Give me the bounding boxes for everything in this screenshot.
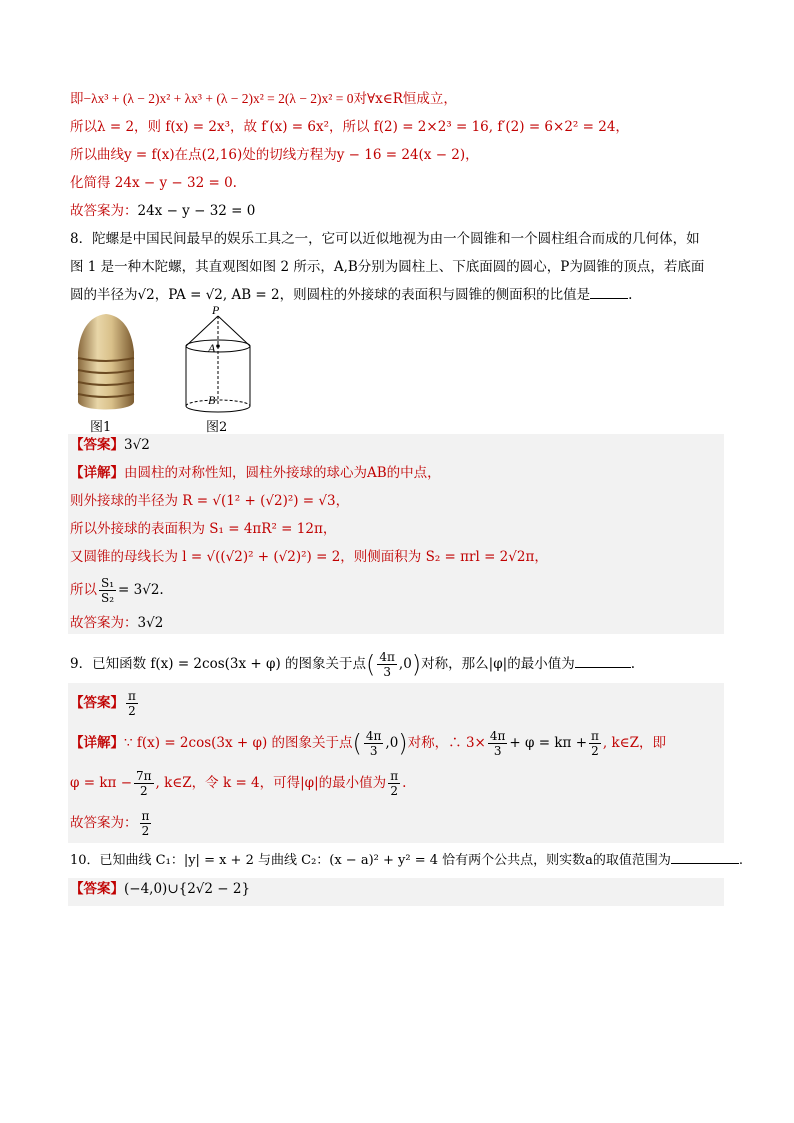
q7-line-1-prefix: 即 [70, 91, 84, 107]
q10-answer-blank [671, 849, 739, 864]
q9-detail-label: 【详解】 [70, 734, 124, 751]
q9-detail-1-d: , k∈Z，即 [602, 734, 667, 751]
q7-line-1 [70, 88, 724, 110]
q9-detail-1: 【详解】∵ f(x) = 2cos(3x + φ) 的图象关于点( $\frac{4\pi}{3}$ ,0)对称，∴ 3× $\frac{4\pi}{3}$ + φ = kπ + $\frac{\pi}{2}$ , k∈Z，即 [70, 728, 667, 758]
q9-answer-denominator: 2 [128, 703, 136, 718]
q9-detail-1-c: + φ = kπ + [509, 734, 588, 751]
q9-point-numerator: 4π [379, 650, 395, 664]
q9-detail-1-a: ∵ f(x) = 2cos(3x + φ) 的图象关于点 [124, 734, 353, 751]
q9-detail-point-numerator: 4π [365, 728, 382, 743]
fig1-caption: 图1 [90, 420, 112, 435]
q10-text: 10．已知曲线 C₁：|y| = x + 2 与曲线 C₂：(x − a)² + y² = 4 恰有两个公共点，则实数a的取值范围为 . [70, 849, 724, 872]
q8-detail-2: 则外接球的半径为 R = √(1² + (√2)²) = √3， [70, 493, 350, 509]
q9-detail-2 [70, 763, 724, 803]
q9-detail-2-min-denominator: 2 [390, 784, 398, 798]
q9-detail-2-numerator: 7π [136, 769, 152, 783]
q8-text-3: 圆的半径为√2，PA = √2, AB = 2，则圆柱的外接球的表面积与圆锥的侧面积的比值是 . [70, 284, 724, 306]
q9-answer-numerator: π [128, 688, 136, 703]
q8-final-label: 故答案为： [70, 615, 138, 631]
q10-answer-value: (−4,0)∪{2√2 − 2} [124, 881, 251, 897]
q9-text-prefix: 9．已知函数 f(x) = 2cos(3x + φ) 的图象关于点 [70, 656, 366, 672]
q9-detail-pi-numerator: π [591, 728, 599, 743]
fig2-caption: 图2 [206, 420, 228, 435]
q9-final-label: 故答案为： [70, 815, 138, 831]
q8-answer-value: 3√2 [124, 437, 150, 453]
q9-detail-2-a: φ = kπ − [70, 775, 133, 791]
page-content [70, 88, 744, 906]
q9-text-suffix: 对称，那么|φ|的最小值为 [421, 656, 575, 672]
q8-figures [70, 306, 724, 434]
wooden-top-photo [74, 312, 138, 416]
q8-detail-5-suffix: = 3√2. [118, 582, 164, 598]
q9-final [70, 803, 724, 843]
q8-answer [70, 434, 724, 456]
q8-detail-3: 所以外接球的表面积为 S₁ = 4πR² = 12π， [70, 521, 337, 537]
q9-point-denominator: 3 [383, 665, 391, 679]
q7-final-label: 故答案为： [70, 203, 138, 219]
q8-text-2: 图 1 是一种木陀螺，其直观图如图 2 所示，A,B分别为圆柱上、下底面圆的圆心，P为圆锥的顶点，若底面 [70, 259, 705, 275]
q9-final-numerator: π [141, 809, 150, 823]
q8-final [70, 612, 724, 634]
label-a: A [208, 341, 216, 355]
q9-detail-pi-denominator: 2 [591, 743, 599, 758]
q9-point-tail: ,0 [398, 656, 412, 672]
q9-detail-point-denominator: 3 [369, 743, 378, 758]
q9-detail-2-b: , k∈Z，令 k = 4，可得|φ|的最小值为 [155, 775, 387, 791]
q9-detail-1-b: 对称，∴ 3× [407, 734, 486, 751]
q10-answer-block [68, 878, 724, 906]
q7-line-1-equation: −λx³ + (λ − 2)x² + λx³ + (λ − 2)x² = 2(λ − 2)x² = 0 [83, 91, 354, 106]
q9-answer-block [68, 683, 724, 844]
q8-answer-block [68, 434, 724, 634]
q8-detail-4: 又圆锥的母线长为 l = √((√2)² + (√2)²) = 2，则侧面积为 S₂ = πrl = 2√2π， [70, 549, 548, 565]
q10-text-body: 10．已知曲线 C₁：|y| = x + 2 与曲线 C₂：(x − a)² + y² = 4 恰有两个公共点，则实数a的取值范围为 [70, 853, 671, 868]
q8-detail-1-text: 由圆柱的对称性知，圆柱外接球的球心为AB的中点， [124, 465, 441, 481]
q7-final [70, 200, 724, 222]
q8-final-value: 3√2 [137, 615, 164, 631]
q8-detail-5-prefix: 所以 [70, 582, 97, 598]
q7-line-1-suffix: 对∀x∈R恒成立， [353, 91, 457, 107]
q8-ratio-numerator: S₁ [101, 576, 115, 590]
q9-answer-label: 【答案】 [70, 694, 124, 711]
q10-answer-label: 【答案】 [70, 881, 124, 897]
q8-detail-5 [70, 574, 724, 606]
q7-line-4: 化简得 24x − y − 32 = 0. [70, 175, 237, 191]
q7-line-3: 所以曲线y = f(x)在点(2,16)处的切线方程为y − 16 = 24(x − 2)， [70, 147, 479, 163]
cylinder-cone-diagram [182, 306, 254, 418]
q8-detail-label: 【详解】 [70, 465, 124, 481]
q7-line-2: 所以λ = 2，则 f(x) = 2x³，故 f′(x) = 6x²，所以 f(2) = 2×2³ = 16, f′(2) = 6×2² = 24， [70, 119, 629, 135]
q8-ratio-denominator: S₂ [101, 591, 115, 605]
q8-answer-label: 【答案】 [70, 437, 124, 453]
q10-answer [70, 878, 724, 900]
q9-text: 9．已知函数 f(x) = 2cos(3x + φ) 的图象关于点( $\frac{4\pi}{3}$ ,0)对称，那么|φ|的最小值为 . [70, 650, 636, 679]
label-b: B [208, 393, 216, 407]
q9-final-denominator: 2 [141, 824, 150, 838]
label-p: P [212, 306, 220, 317]
q9-detail-mult-denominator: 3 [493, 743, 502, 758]
q9-detail-2-c: . [402, 775, 407, 791]
q9-detail-point-tail: ,0 [385, 734, 399, 751]
q8-detail-1 [70, 462, 724, 484]
q9-answer-blank [575, 653, 631, 668]
q9-detail-2-min-numerator: π [390, 769, 399, 783]
q9-answer [70, 683, 724, 723]
q8-text-1: 8．陀螺是中国民间最早的娱乐工具之一，它可以近似地视为由一个圆锥和一个圆柱组合而成的几何体，如 [70, 231, 700, 247]
q9-detail-2-denominator: 2 [139, 784, 148, 798]
q8-text-3-body: 圆的半径为√2，PA = √2, AB = 2，则圆柱的外接球的表面积与圆锥的侧面积的比值是 [70, 287, 591, 303]
q9-detail-mult-numerator: 4π [489, 728, 506, 743]
q8-answer-blank [590, 284, 628, 299]
q7-final-value: 24x − y − 32 = 0 [137, 203, 256, 219]
